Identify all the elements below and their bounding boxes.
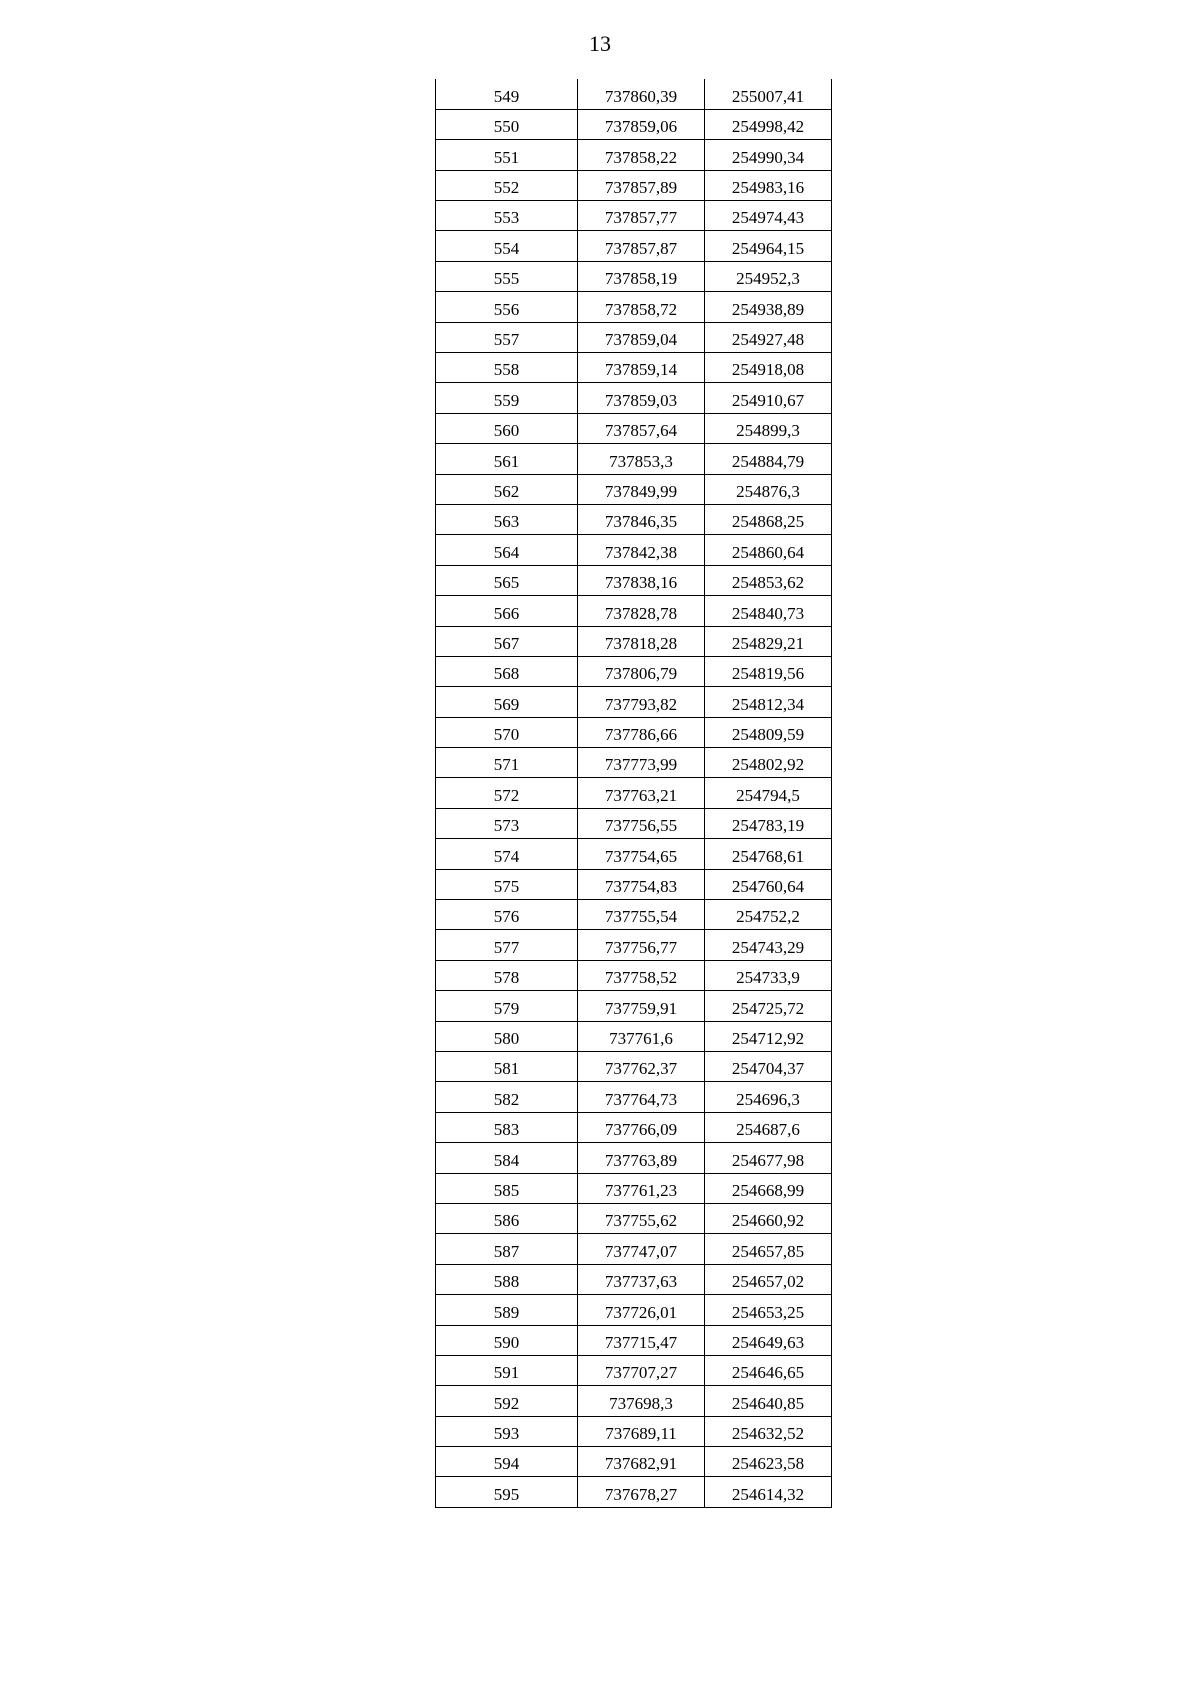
point-number-cell: 583 <box>436 1112 578 1142</box>
table-row <box>436 839 832 869</box>
table-row <box>436 1234 832 1264</box>
table-row <box>436 535 832 565</box>
x-coordinate-cell: 737763,21 <box>578 778 705 808</box>
point-number-cell: 578 <box>436 960 578 990</box>
table-row <box>436 991 832 1021</box>
point-number-cell: 575 <box>436 869 578 899</box>
table-row <box>436 778 832 808</box>
point-number-cell: 555 <box>436 261 578 291</box>
point-number-cell: 588 <box>436 1264 578 1294</box>
x-coordinate-cell: 737849,99 <box>578 474 705 504</box>
point-number-cell: 594 <box>436 1447 578 1477</box>
x-coordinate-cell: 737853,3 <box>578 444 705 474</box>
x-coordinate-cell: 737818,28 <box>578 626 705 656</box>
point-number-cell: 561 <box>436 444 578 474</box>
x-coordinate-cell: 737858,72 <box>578 292 705 322</box>
x-coordinate-cell: 737715,47 <box>578 1325 705 1355</box>
coordinates-table <box>435 79 832 1508</box>
x-coordinate-cell: 737786,66 <box>578 717 705 747</box>
table-row <box>436 960 832 990</box>
x-coordinate-cell: 737698,3 <box>578 1386 705 1416</box>
table-row <box>436 1325 832 1355</box>
point-number-cell: 573 <box>436 808 578 838</box>
y-coordinate-cell: 254668,99 <box>705 1173 832 1203</box>
point-number-cell: 593 <box>436 1416 578 1446</box>
table-row <box>436 201 832 231</box>
x-coordinate-cell: 737846,35 <box>578 504 705 534</box>
y-coordinate-cell: 254657,85 <box>705 1234 832 1264</box>
y-coordinate-cell: 254657,02 <box>705 1264 832 1294</box>
y-coordinate-cell: 254809,59 <box>705 717 832 747</box>
y-coordinate-cell: 254899,3 <box>705 413 832 443</box>
table-row <box>436 231 832 261</box>
y-coordinate-cell: 254819,56 <box>705 656 832 686</box>
y-coordinate-cell: 254974,43 <box>705 201 832 231</box>
x-coordinate-cell: 737858,22 <box>578 140 705 170</box>
table-row <box>436 1264 832 1294</box>
table-row <box>436 474 832 504</box>
table-row <box>436 170 832 200</box>
x-coordinate-cell: 737858,19 <box>578 261 705 291</box>
y-coordinate-cell: 254614,32 <box>705 1477 832 1507</box>
y-coordinate-cell: 254884,79 <box>705 444 832 474</box>
point-number-cell: 559 <box>436 383 578 413</box>
x-coordinate-cell: 737857,89 <box>578 170 705 200</box>
point-number-cell: 554 <box>436 231 578 261</box>
x-coordinate-cell: 737859,14 <box>578 353 705 383</box>
x-coordinate-cell: 737761,6 <box>578 1021 705 1051</box>
table-row <box>436 1355 832 1385</box>
x-coordinate-cell: 737756,77 <box>578 930 705 960</box>
table-row <box>436 1112 832 1142</box>
y-coordinate-cell: 254860,64 <box>705 535 832 565</box>
x-coordinate-cell: 737758,52 <box>578 960 705 990</box>
point-number-cell: 552 <box>436 170 578 200</box>
point-number-cell: 571 <box>436 748 578 778</box>
point-number-cell: 569 <box>436 687 578 717</box>
table-row <box>436 1203 832 1233</box>
table-row <box>436 1173 832 1203</box>
y-coordinate-cell: 254696,3 <box>705 1082 832 1112</box>
point-number-cell: 562 <box>436 474 578 504</box>
y-coordinate-cell: 254927,48 <box>705 322 832 352</box>
point-number-cell: 595 <box>436 1477 578 1507</box>
y-coordinate-cell: 254964,15 <box>705 231 832 261</box>
x-coordinate-cell: 737754,83 <box>578 869 705 899</box>
y-coordinate-cell: 254623,58 <box>705 1447 832 1477</box>
table-row <box>436 869 832 899</box>
y-coordinate-cell: 254725,72 <box>705 991 832 1021</box>
y-coordinate-cell: 254653,25 <box>705 1295 832 1325</box>
point-number-cell: 585 <box>436 1173 578 1203</box>
y-coordinate-cell: 254646,65 <box>705 1355 832 1385</box>
table-row <box>436 626 832 656</box>
point-number-cell: 576 <box>436 900 578 930</box>
table-row <box>436 322 832 352</box>
point-number-cell: 592 <box>436 1386 578 1416</box>
x-coordinate-cell: 737860,39 <box>578 79 705 109</box>
y-coordinate-cell: 254760,64 <box>705 869 832 899</box>
point-number-cell: 574 <box>436 839 578 869</box>
x-coordinate-cell: 737764,73 <box>578 1082 705 1112</box>
x-coordinate-cell: 737773,99 <box>578 748 705 778</box>
x-coordinate-cell: 737793,82 <box>578 687 705 717</box>
point-number-cell: 549 <box>436 79 578 109</box>
x-coordinate-cell: 737707,27 <box>578 1355 705 1385</box>
table-row <box>436 140 832 170</box>
y-coordinate-cell: 254983,16 <box>705 170 832 200</box>
x-coordinate-cell: 737806,79 <box>578 656 705 686</box>
page-number: 13 <box>589 31 611 56</box>
y-coordinate-cell: 254952,3 <box>705 261 832 291</box>
x-coordinate-cell: 737761,23 <box>578 1173 705 1203</box>
x-coordinate-cell: 737766,09 <box>578 1112 705 1142</box>
y-coordinate-cell: 254876,3 <box>705 474 832 504</box>
table-row <box>436 687 832 717</box>
x-coordinate-cell: 737755,62 <box>578 1203 705 1233</box>
y-coordinate-cell: 254752,2 <box>705 900 832 930</box>
y-coordinate-cell: 254768,61 <box>705 839 832 869</box>
table-row <box>436 261 832 291</box>
table-row <box>436 656 832 686</box>
table-row <box>436 565 832 595</box>
table-row <box>436 292 832 322</box>
y-coordinate-cell: 254704,37 <box>705 1052 832 1082</box>
y-coordinate-cell: 254853,62 <box>705 565 832 595</box>
point-number-cell: 567 <box>436 626 578 656</box>
point-number-cell: 570 <box>436 717 578 747</box>
point-number-cell: 563 <box>436 504 578 534</box>
point-number-cell: 589 <box>436 1295 578 1325</box>
y-coordinate-cell: 255007,41 <box>705 79 832 109</box>
table-row <box>436 1416 832 1446</box>
point-number-cell: 568 <box>436 656 578 686</box>
x-coordinate-cell: 737857,87 <box>578 231 705 261</box>
table-row <box>436 717 832 747</box>
point-number-cell: 553 <box>436 201 578 231</box>
table-row <box>436 748 832 778</box>
table-row <box>436 900 832 930</box>
y-coordinate-cell: 254998,42 <box>705 109 832 139</box>
y-coordinate-cell: 254812,34 <box>705 687 832 717</box>
y-coordinate-cell: 254840,73 <box>705 596 832 626</box>
point-number-cell: 582 <box>436 1082 578 1112</box>
x-coordinate-cell: 737857,64 <box>578 413 705 443</box>
point-number-cell: 584 <box>436 1143 578 1173</box>
table-row <box>436 1295 832 1325</box>
point-number-cell: 566 <box>436 596 578 626</box>
point-number-cell: 587 <box>436 1234 578 1264</box>
point-number-cell: 577 <box>436 930 578 960</box>
x-coordinate-cell: 737689,11 <box>578 1416 705 1446</box>
y-coordinate-cell: 254733,9 <box>705 960 832 990</box>
table-row <box>436 808 832 838</box>
point-number-cell: 591 <box>436 1355 578 1385</box>
point-number-cell: 586 <box>436 1203 578 1233</box>
y-coordinate-cell: 254794,5 <box>705 778 832 808</box>
table-row <box>436 79 832 109</box>
point-number-cell: 564 <box>436 535 578 565</box>
x-coordinate-cell: 737678,27 <box>578 1477 705 1507</box>
table-row <box>436 1021 832 1051</box>
point-number-cell: 590 <box>436 1325 578 1355</box>
y-coordinate-cell: 254677,98 <box>705 1143 832 1173</box>
x-coordinate-cell: 737842,38 <box>578 535 705 565</box>
table-row <box>436 504 832 534</box>
table-row <box>436 444 832 474</box>
point-number-cell: 565 <box>436 565 578 595</box>
x-coordinate-cell: 737857,77 <box>578 201 705 231</box>
x-coordinate-cell: 737747,07 <box>578 1234 705 1264</box>
x-coordinate-cell: 737737,63 <box>578 1264 705 1294</box>
table-row <box>436 1386 832 1416</box>
y-coordinate-cell: 254687,6 <box>705 1112 832 1142</box>
table-row <box>436 353 832 383</box>
y-coordinate-cell: 254829,21 <box>705 626 832 656</box>
point-number-cell: 550 <box>436 109 578 139</box>
y-coordinate-cell: 254783,19 <box>705 808 832 838</box>
y-coordinate-cell: 254910,67 <box>705 383 832 413</box>
x-coordinate-cell: 737859,03 <box>578 383 705 413</box>
x-coordinate-cell: 737762,37 <box>578 1052 705 1082</box>
x-coordinate-cell: 737726,01 <box>578 1295 705 1325</box>
point-number-cell: 579 <box>436 991 578 1021</box>
table-row <box>436 1447 832 1477</box>
coordinates-table-body <box>436 79 832 1507</box>
y-coordinate-cell: 254868,25 <box>705 504 832 534</box>
table-row <box>436 413 832 443</box>
x-coordinate-cell: 737859,04 <box>578 322 705 352</box>
point-number-cell: 572 <box>436 778 578 808</box>
x-coordinate-cell: 737754,65 <box>578 839 705 869</box>
x-coordinate-cell: 737755,54 <box>578 900 705 930</box>
x-coordinate-cell: 737859,06 <box>578 109 705 139</box>
point-number-cell: 580 <box>436 1021 578 1051</box>
table-row <box>436 109 832 139</box>
table-row <box>436 596 832 626</box>
table-row <box>436 930 832 960</box>
table-row <box>436 1143 832 1173</box>
table-row <box>436 1477 832 1507</box>
x-coordinate-cell: 737828,78 <box>578 596 705 626</box>
table-row <box>436 1052 832 1082</box>
y-coordinate-cell: 254640,85 <box>705 1386 832 1416</box>
y-coordinate-cell: 254712,92 <box>705 1021 832 1051</box>
y-coordinate-cell: 254660,92 <box>705 1203 832 1233</box>
x-coordinate-cell: 737759,91 <box>578 991 705 1021</box>
point-number-cell: 551 <box>436 140 578 170</box>
x-coordinate-cell: 737763,89 <box>578 1143 705 1173</box>
y-coordinate-cell: 254649,63 <box>705 1325 832 1355</box>
table-row <box>436 1082 832 1112</box>
y-coordinate-cell: 254743,29 <box>705 930 832 960</box>
y-coordinate-cell: 254938,89 <box>705 292 832 322</box>
point-number-cell: 557 <box>436 322 578 352</box>
x-coordinate-cell: 737838,16 <box>578 565 705 595</box>
y-coordinate-cell: 254918,08 <box>705 353 832 383</box>
point-number-cell: 558 <box>436 353 578 383</box>
y-coordinate-cell: 254802,92 <box>705 748 832 778</box>
point-number-cell: 556 <box>436 292 578 322</box>
y-coordinate-cell: 254632,52 <box>705 1416 832 1446</box>
x-coordinate-cell: 737756,55 <box>578 808 705 838</box>
table-row <box>436 383 832 413</box>
point-number-cell: 560 <box>436 413 578 443</box>
point-number-cell: 581 <box>436 1052 578 1082</box>
x-coordinate-cell: 737682,91 <box>578 1447 705 1477</box>
y-coordinate-cell: 254990,34 <box>705 140 832 170</box>
